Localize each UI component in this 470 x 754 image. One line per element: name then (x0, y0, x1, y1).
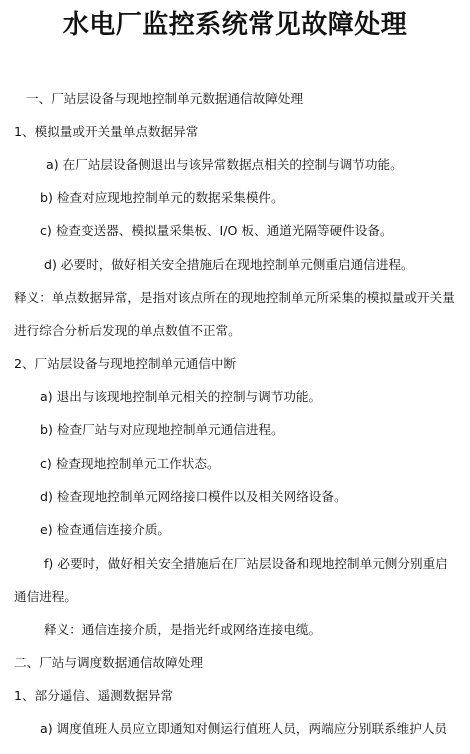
list-item-2a: a) 退出与该现地控制单元相关的控制与调节功能。 (40, 389, 322, 404)
list-item-2b: b) 检查厂站与对应现地控制单元通信进程。 (40, 422, 284, 437)
section-heading-1: 一、厂站层设备与现地控制单元数据通信故障处理 (26, 91, 304, 106)
list-item-2f-line-2: 通信进程。 (14, 589, 77, 604)
section-heading-2: 二、厂站与调度数据通信故障处理 (14, 655, 203, 670)
list-item-3a: a) 调度值班人员应立即通知对侧运行值班人员，两端应分别联系维护人员 (40, 721, 448, 736)
subsection-heading-1-2: 2、厂站层设备与现地控制单元通信中断 (14, 356, 237, 371)
explanation-1-line-2: 进行综合分析后发现的单点数值不正常。 (14, 323, 241, 338)
explanation-1-line-1: 释义：单点数据异常，是指对该点所在的现地控制单元所采集的模拟量或开关量 (14, 290, 455, 305)
list-item-2d: d) 检查现地控制单元网络接口模件以及相关网络设备。 (40, 489, 347, 504)
list-item-1b: b) 检查对应现地控制单元的数据采集模件。 (40, 190, 284, 205)
page-title: 水电厂监控系统常见故障处理 (62, 10, 408, 40)
list-item-1a: a) 在厂站层设备侧退出与该异常数据点相关的控制与调节功能。 (46, 157, 403, 172)
list-item-2c: c) 检查现地控制单元工作状态。 (40, 456, 220, 471)
explanation-2: 释义：通信连接介质，是指光纤或网络连接电缆。 (44, 622, 322, 637)
subsection-heading-1-1: 1、模拟量或开关量单点数据异常 (14, 124, 199, 139)
list-item-1d: d) 必要时，做好相关安全措施后在现地控制单元侧重启通信进程。 (44, 257, 414, 272)
list-item-2f-line-1: f) 必要时，做好相关安全措施后在厂站层设备和现地控制单元侧分别重启 (44, 556, 448, 571)
list-item-1c: c) 检查变送器、模拟量采集板、I/O 板、通道光隔等硬件设备。 (40, 223, 393, 238)
subsection-heading-2-1: 1、部分遥信、遥测数据异常 (14, 688, 174, 703)
list-item-2e: e) 检查通信连接介质。 (40, 522, 171, 537)
